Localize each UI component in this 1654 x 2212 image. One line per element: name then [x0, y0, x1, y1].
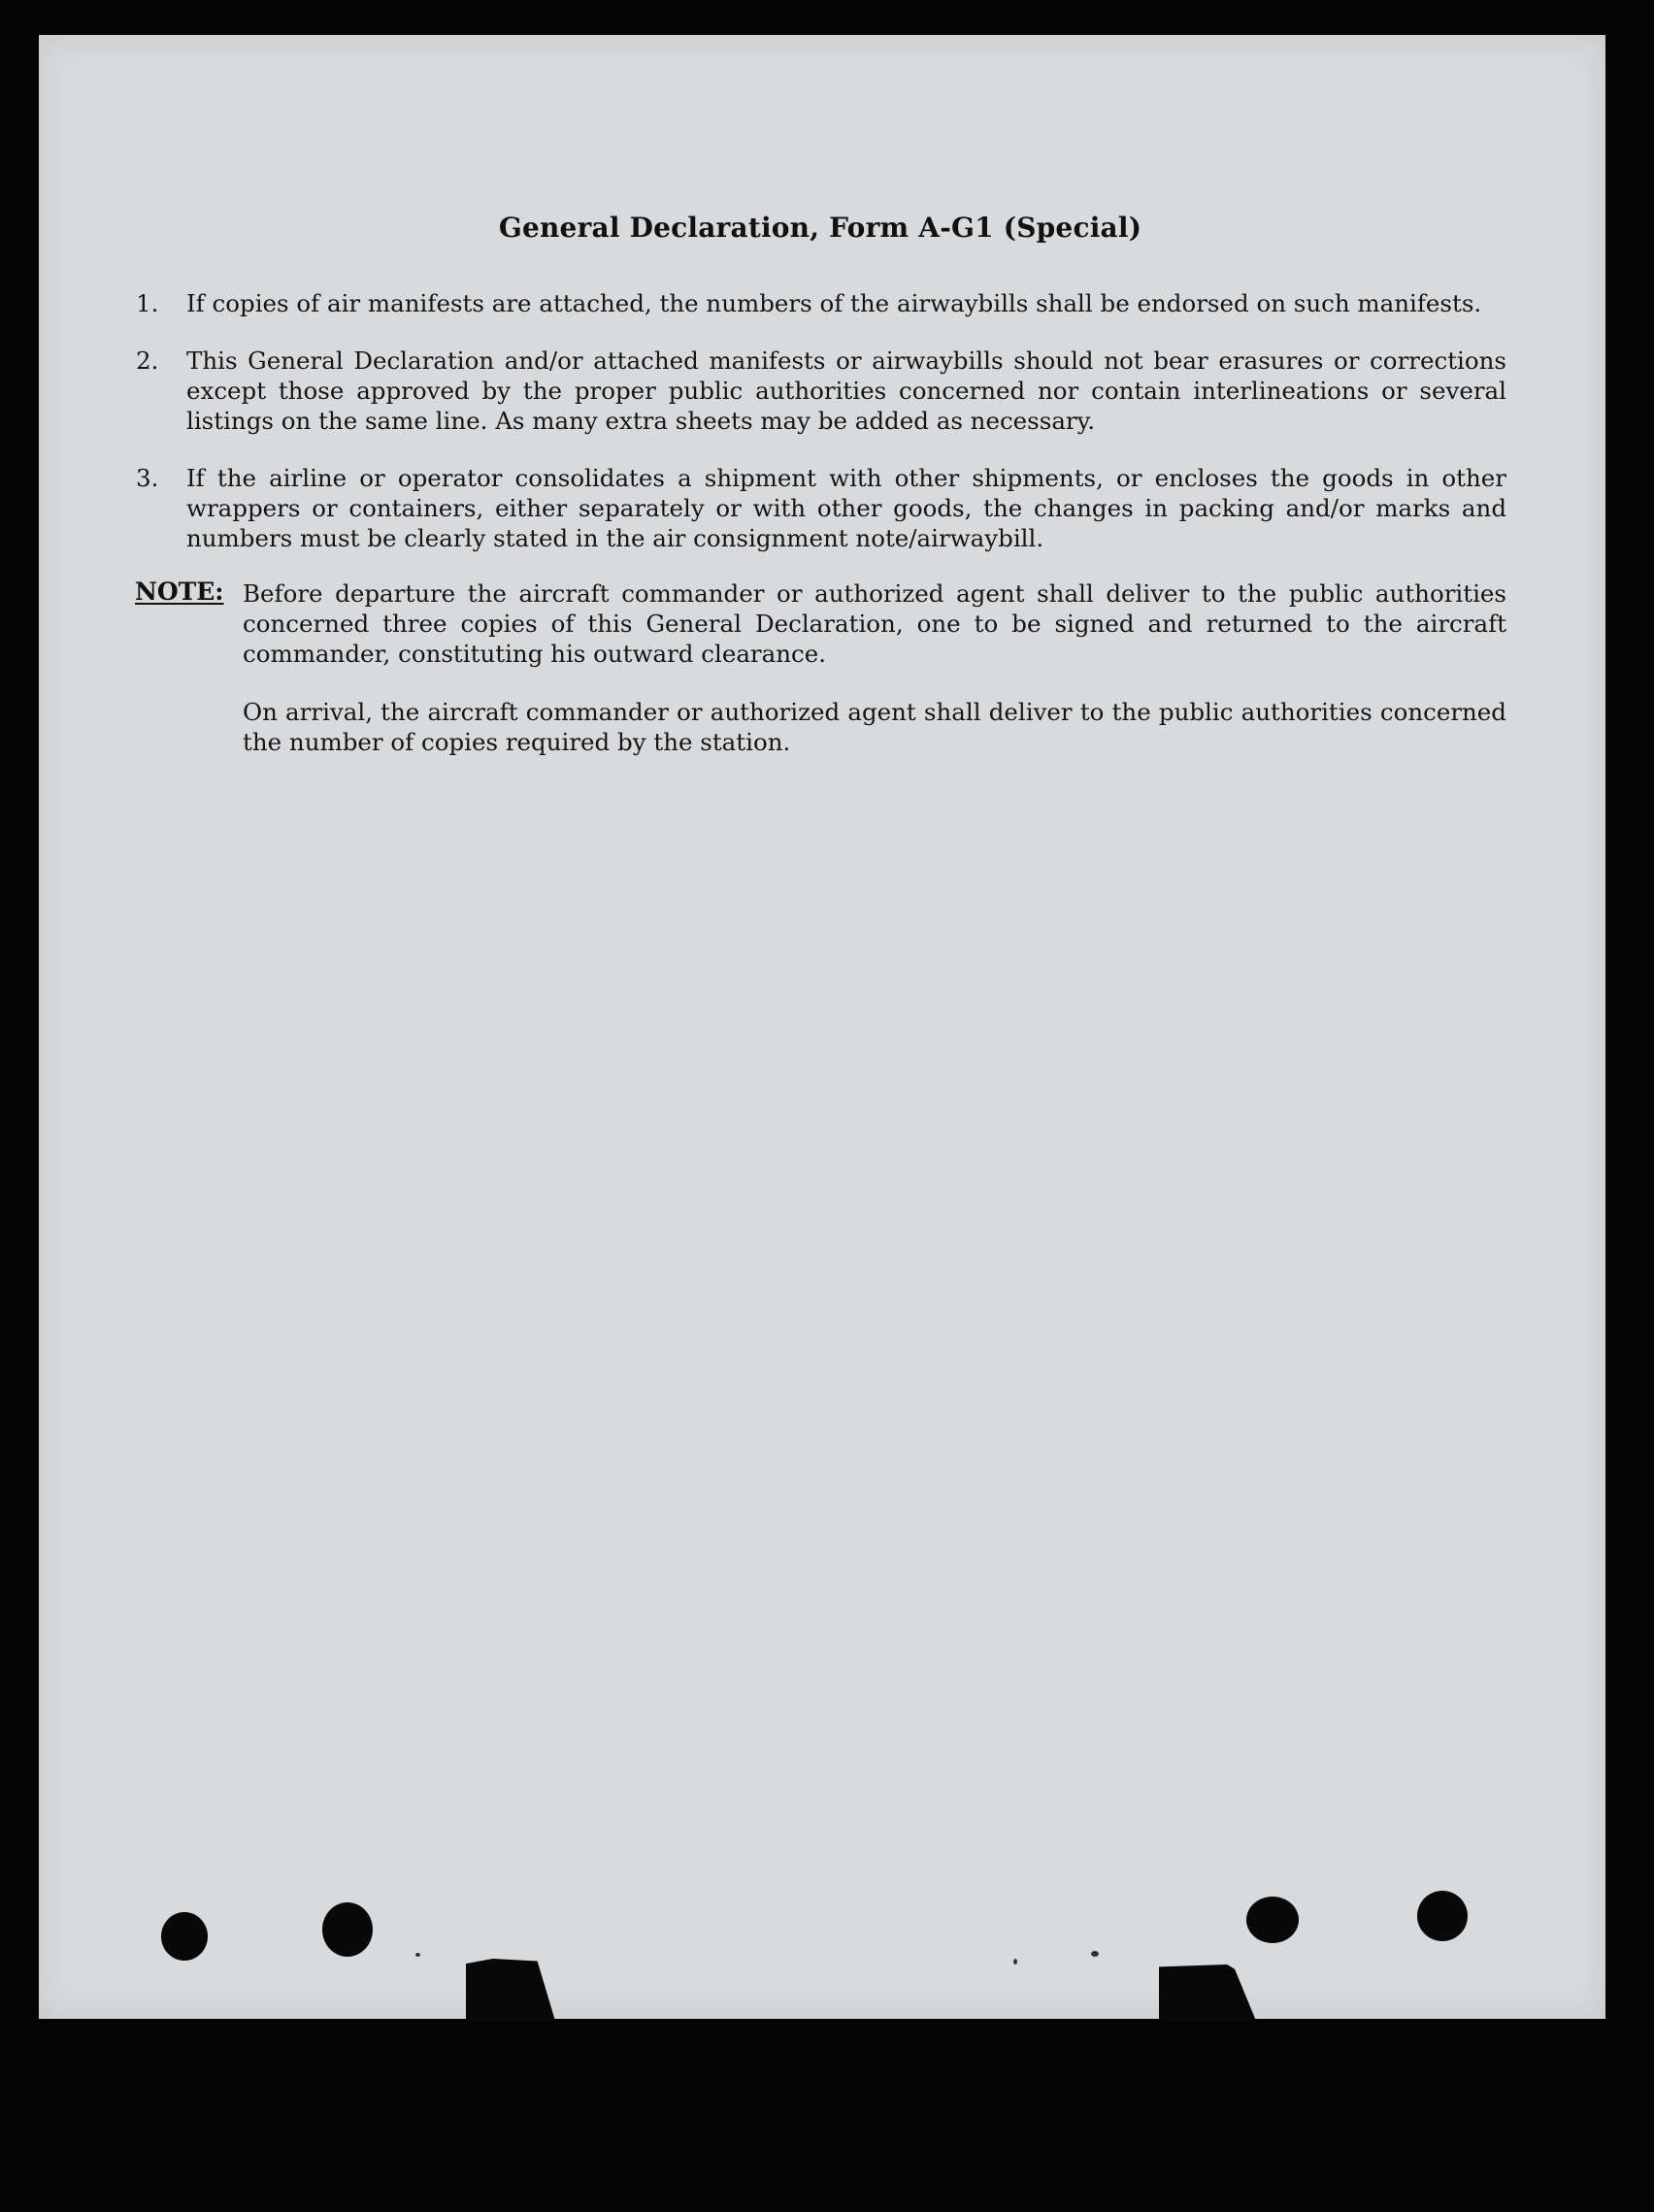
page-title: General Declaration, Form A-G1 (Special) — [498, 212, 1142, 244]
note-paragraph-1: Before departure the aircraft commander or authorized agent shall deliver to the public authorities concerned three copies of this General Declaration, one to be signed and returned to the aircraft commander, constituting his outward clearance. — [243, 579, 1506, 668]
note-label: NOTE: — [135, 578, 224, 606]
list-item-number: 2. — [136, 347, 159, 375]
list-item-number: 1. — [136, 289, 159, 317]
paper-sheet — [39, 35, 1605, 2019]
punch-hole-right-1 — [1246, 1897, 1299, 1943]
punch-hole-right-2 — [1417, 1891, 1468, 1941]
speck — [415, 1953, 420, 1957]
note-paragraph-2: On arrival, the aircraft commander or authorized agent shall deliver to the public authorities concerned the number of copies required by the station. — [243, 698, 1506, 756]
list-item-text: This General Declaration and/or attached manifests or airwaybills should not bear erasures or corrections except those approved by the proper public authorities concerned nor contain interlineations or several listings on the same line. As many extra sheets may be added as necessary. — [186, 347, 1506, 435]
punch-hole-left-2 — [322, 1902, 373, 1957]
list-item-number: 3. — [136, 464, 159, 492]
punch-hole-left-1 — [161, 1912, 208, 1961]
list-item-3 — [0, 463, 1654, 560]
speck — [1091, 1951, 1099, 1957]
list-item-1 — [0, 288, 1654, 327]
list-item-text: If copies of air manifests are attached, the numbers of the airwaybills shall be endorsed on such manifests. — [186, 289, 1482, 317]
speck — [1013, 1959, 1017, 1964]
list-item-text: If the airline or operator consolidates a shipment with other shipments, or encloses the goods in other wrappers or containers, either separately or with other goods, the changes in packing and/or marks and numbers must be clearly stated in the air consignment note/airwaybill. — [186, 464, 1506, 552]
list-item-2 — [0, 346, 1654, 443]
